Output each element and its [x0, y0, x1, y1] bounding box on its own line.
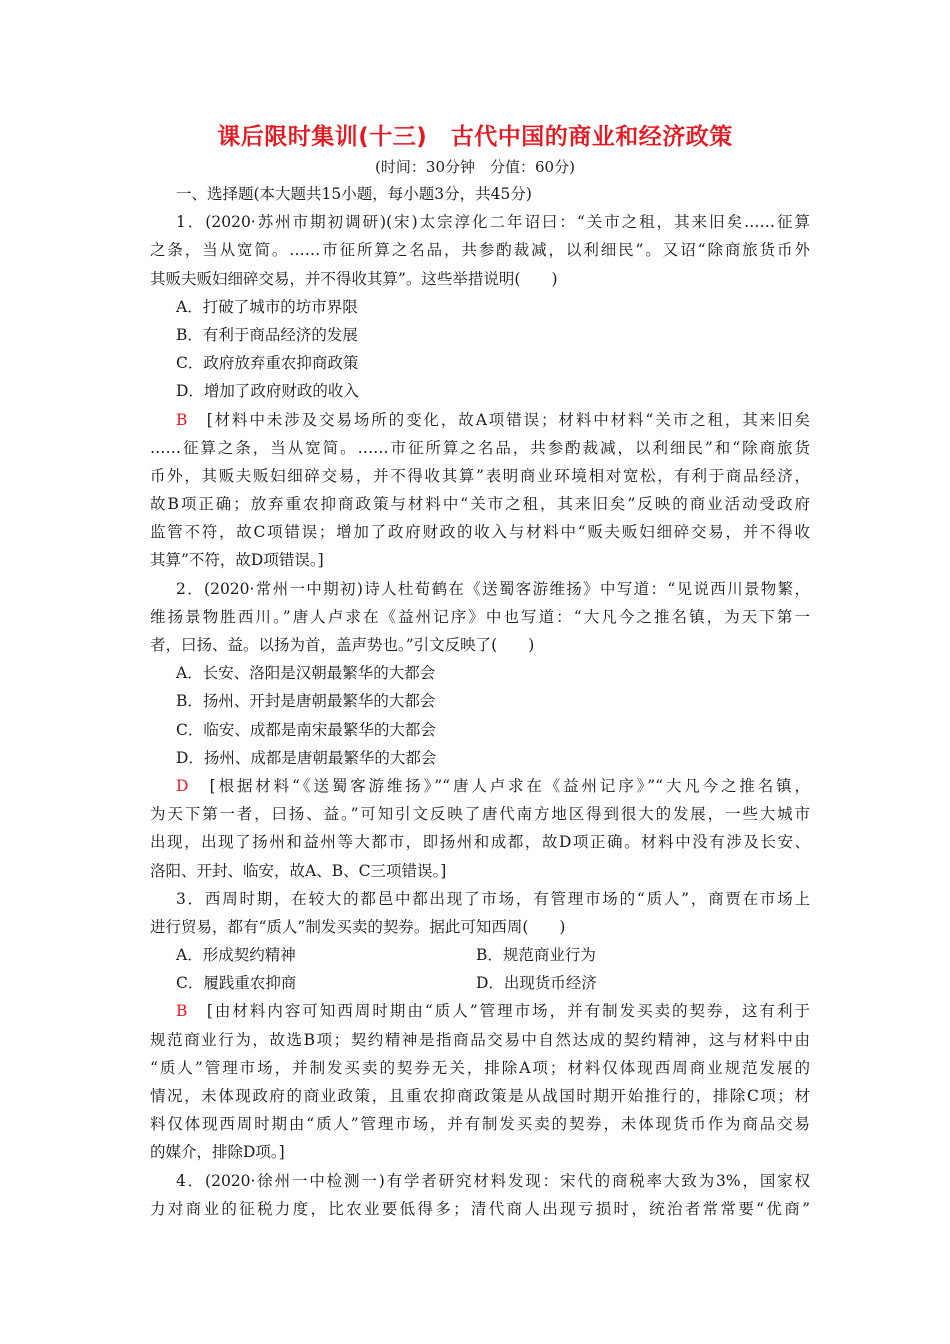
option-c: C．履践重农抑商: [176, 974, 297, 993]
explanation-line: ……征算之条，当从宽简。……市征所算之名品，共参酌裁减，以利细民”和“除商旅货: [150, 438, 810, 457]
question-stem-line: 2．(2020·常州一中期初)诗人杜荀鹤在《送蜀客游维扬》中写道：“见说西川景物繁，: [176, 579, 810, 598]
question-stem-line: 之条，当从宽简。……市征所算之名品，共参酌裁减，以利细民”。又诏“除商旅货币外: [150, 241, 810, 260]
option-b: B．扬州、开封是唐朝最繁华的大都会: [176, 692, 436, 711]
option-d: D．出现货币经济: [476, 974, 597, 993]
explanation-line: 情况，未体现政府的商业政策，且重农抑商政策是从战国时期开始推行的，排除C项；材: [150, 1087, 810, 1105]
option-b: B．规范商业行为: [476, 946, 596, 965]
question-stem-line: 者，曰扬、益。以扬为首，盖声势也。”引文反映了( ): [150, 636, 535, 654]
explanation-line: 监管不符，故C项错误；增加了政府财政的收入与材料中“贩夫贩妇细碎交易，并不得收: [150, 523, 810, 542]
option-d: D．增加了政府财政的收入: [176, 382, 359, 401]
explanation-line: 洛阳、开封、临安，故A、B、C三项错误。]: [150, 861, 447, 880]
answer-letter: D: [176, 776, 189, 795]
time-score-info: (时间：30分钟 分值：60分): [375, 158, 575, 176]
option-c: C．临安、成都是南宋最繁华的大都会: [176, 720, 436, 739]
explanation-line: D [根据材料“《送蜀客游维扬》”“唐人卢求在《益州记序》”“大凡今之推名镇，: [176, 776, 810, 795]
option-a: A．打破了城市的坊市界限: [176, 297, 358, 316]
explanation-line: 其算”不符，故D项错误。]: [150, 551, 324, 570]
option-d: D．扬州、成都是唐朝最繁华的大都会: [176, 748, 437, 767]
explanation-line: 的媒介，排除D项。]: [150, 1143, 285, 1162]
explanation-line: B [材料中未涉及交易场所的变化，故A项错误；材料中材料“关市之租，其来旧矣: [176, 410, 810, 429]
section-heading: 一、选择题(本大题共15小题，每小题3分，共45分): [176, 185, 532, 203]
explanation-line: 故B项正确；放弃重农抑商政策与材料中“关市之租，其来旧矣”反映的商业活动受政府: [150, 495, 810, 514]
question-stem-line: 1．(2020·苏州市期初调研)(宋)太宗淳化二年诏曰：“关市之租，其来旧矣……征算: [176, 213, 810, 232]
question-stem-line: 力对商业的征税力度，比农业要低得多；清代商人出现亏损时，统治者常常要“优商”: [150, 1199, 810, 1218]
question-3: [150, 885, 810, 1167]
option-a: A．形成契约精神: [176, 946, 296, 965]
explanation-line: 规范商业行为，故选B项；契约精神是指商品交易中自然达成的契约精神，这与材料中由: [150, 1030, 810, 1049]
question-stem-line: 进行贸易，都有“质人”制发买卖的契券。据此可知西周( ): [150, 917, 566, 936]
question-2: [150, 575, 810, 885]
explanation-line: 币外，其贩夫贩妇细碎交易，并不得收其算”表明商业环境相对宽松，有利于商品经济，: [150, 466, 810, 485]
question-4: [150, 1167, 810, 1223]
question-stem-line: 其贩夫贩妇细碎交易，并不得收其算”。这些举措说明( ): [150, 269, 558, 288]
explanation-line: 为天下第一者，曰扬、益。”可知引文反映了唐代南方地区得到很大的发展，一些大城市: [150, 805, 810, 824]
explanation-line: “质人”管理市场，并制发买卖的契券无关，排除A项；材料仅体现西周商业规范发展的: [150, 1058, 810, 1077]
question-1: [150, 208, 810, 574]
option-a: A．长安、洛阳是汉朝最繁华的大都会: [176, 664, 436, 683]
content: [150, 180, 810, 1223]
question-stem-line: 3．西周时期，在较大的都邑中都出现了市场，有管理市场的“质人”，商贾在市场上: [176, 889, 810, 908]
explanation-line: 料仅体现西周时期由“质人”管理市场，并有制发买卖的契券，未体现货币作为商品交易: [150, 1115, 810, 1134]
question-stem-line: 4．(2020·徐州一中检测一)有学者研究材料发现：宋代的商税率大致为3%，国家权: [176, 1171, 810, 1190]
answer-letter: B: [176, 1002, 188, 1021]
option-b: B．有利于商品经济的发展: [176, 325, 358, 344]
option-row: [150, 941, 810, 969]
explanation-line: B [由材料内容可知西周时期由“质人”管理市场，并有制发买卖的契券，这有利于: [176, 1002, 810, 1021]
answer-letter: B: [176, 410, 188, 429]
option-row: [150, 969, 810, 997]
option-c: C．政府放弃重农抑商政策: [176, 354, 359, 373]
question-stem-line: 维扬景物胜西川。”唐人卢求在《益州记序》中也写道：“大凡今之推名镇，为天下第一: [150, 607, 810, 626]
explanation-line: 出现，出现了扬州和益州等大都市，即扬州和成都，故D项正确。材料中没有涉及长安、: [150, 833, 810, 852]
page-title: 课后限时集训(十三) 古代中国的商业和经济政策: [217, 124, 733, 150]
